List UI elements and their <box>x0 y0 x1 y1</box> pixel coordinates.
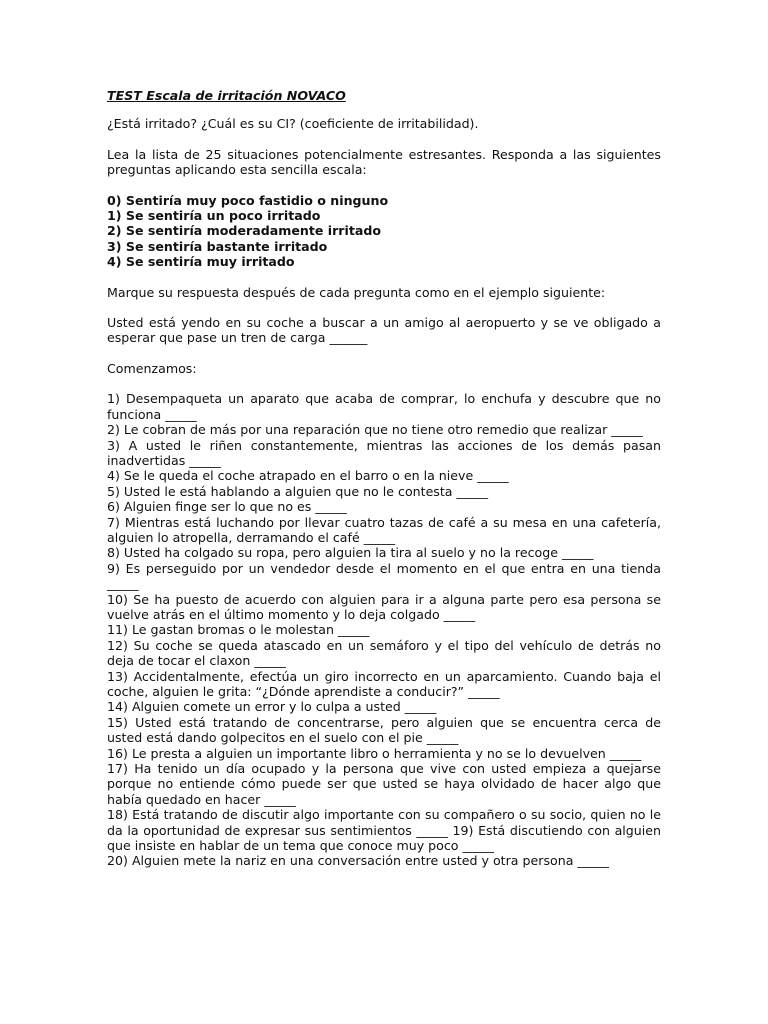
document-subtitle: ¿Está irritado? ¿Cuál es su CI? (coeficiente de irritabilidad). <box>107 116 479 132</box>
question-item: 5) Usted le está hablando a alguien que no le contesta _____ <box>107 483 489 499</box>
document-body <box>107 88 661 869</box>
start-label: Comenzamos: <box>107 360 197 376</box>
question-item: 7) Mientras está luchando por llevar cuatro tazas de café a su mesa en una cafetería, alguien lo atropella, derramando el café _____ <box>107 514 661 545</box>
question-item: 4) Se le queda el coche atrapado en el barro o en la nieve _____ <box>107 468 509 484</box>
question-item: 17) Ha tenido un día ocupado y la persona que vive con usted empieza a quejarse porque no entiende cómo puede ser que usted se haya olvidado de hacer algo que había quedado en hacer _____ <box>107 761 661 807</box>
scale-option: 3) Se sentiría bastante irritado <box>107 238 328 254</box>
question-item: 3) A usted le riñen constantemente, mientras las acciones de los demás pasan inadvertidas _____ <box>107 437 661 468</box>
document-title: TEST Escala de irritación NOVACO <box>107 88 346 103</box>
question-item: 11) Le gastan bromas o le molestan _____ <box>107 622 370 638</box>
question-item: 20) Alguien mete la nariz en una conversación entre usted y otra persona _____ <box>107 853 609 869</box>
example-paragraph: Usted está yendo en su coche a buscar a un amigo al aeropuerto y se ve obligado a esperar que pase un tren de carga ______ <box>107 315 661 346</box>
scale-option: 4) Se sentiría muy irritado <box>107 254 295 270</box>
question-item: 13) Accidentalmente, efectúa un giro incorrecto en un aparcamiento. Cuando baja el coche, alguien le grita: “¿Dónde aprendiste a conducir?” _____ <box>107 668 661 699</box>
question-item: 12) Su coche se queda atascado en un semáforo y el tipo del vehículo de detrás no deja de tocar el claxon _____ <box>107 637 661 669</box>
question-item: 9) Es perseguido por un vendedor desde el momento en el que entra en una tienda _____ <box>107 560 661 592</box>
scale-option: 1) Se sentiría un poco irritado <box>107 208 321 224</box>
instruction-paragraph: Marque su respuesta después de cada pregunta como en el ejemplo siguiente: <box>107 284 606 300</box>
question-item: 15) Usted está tratando de concentrarse, pero alguien que se encuentra cerca de usted está dando golpecitos en el suelo con el pie _____ <box>107 714 661 746</box>
question-list <box>107 391 661 869</box>
intro-paragraph: Lea la lista de 25 situaciones potencialmente estresantes. Responda a las siguientes preguntas aplicando esta sencilla escala: <box>107 146 661 178</box>
question-item: 18) Está tratando de discutir algo importante con su compañero o su socio, quien no le da la oportunidad de expresar sus sentimientos _____ 19) Está discutiendo con alguien que insiste en hablar de un tema que conoce muy poco _____ <box>107 807 661 854</box>
rating-scale <box>107 193 661 270</box>
question-item: 8) Usted ha colgado su ropa, pero alguien la tira al suelo y no la recoge _____ <box>107 545 594 561</box>
scale-option: 2) Se sentiría moderadamente irritado <box>107 223 382 239</box>
question-item: 14) Alguien comete un error y lo culpa a usted _____ <box>107 699 437 715</box>
question-item: 6) Alguien finge ser lo que no es _____ <box>107 499 347 515</box>
question-item: 1) Desempaqueta un aparato que acaba de comprar, lo enchufa y descubre que no funciona _____ <box>107 391 661 422</box>
question-item: 16) Le presta a alguien un importante libro o herramienta y no se lo devuelven _____ <box>107 745 642 761</box>
question-item: 2) Le cobran de más por una reparación que no tiene otro remedio que realizar _____ <box>107 422 643 438</box>
scale-option: 0) Sentiría muy poco fastidio o ninguno <box>107 192 389 208</box>
question-item: 10) Se ha puesto de acuerdo con alguien para ir a alguna parte pero esa persona se vuelve atrás en el último momento y lo deja colgado _____ <box>107 591 661 622</box>
